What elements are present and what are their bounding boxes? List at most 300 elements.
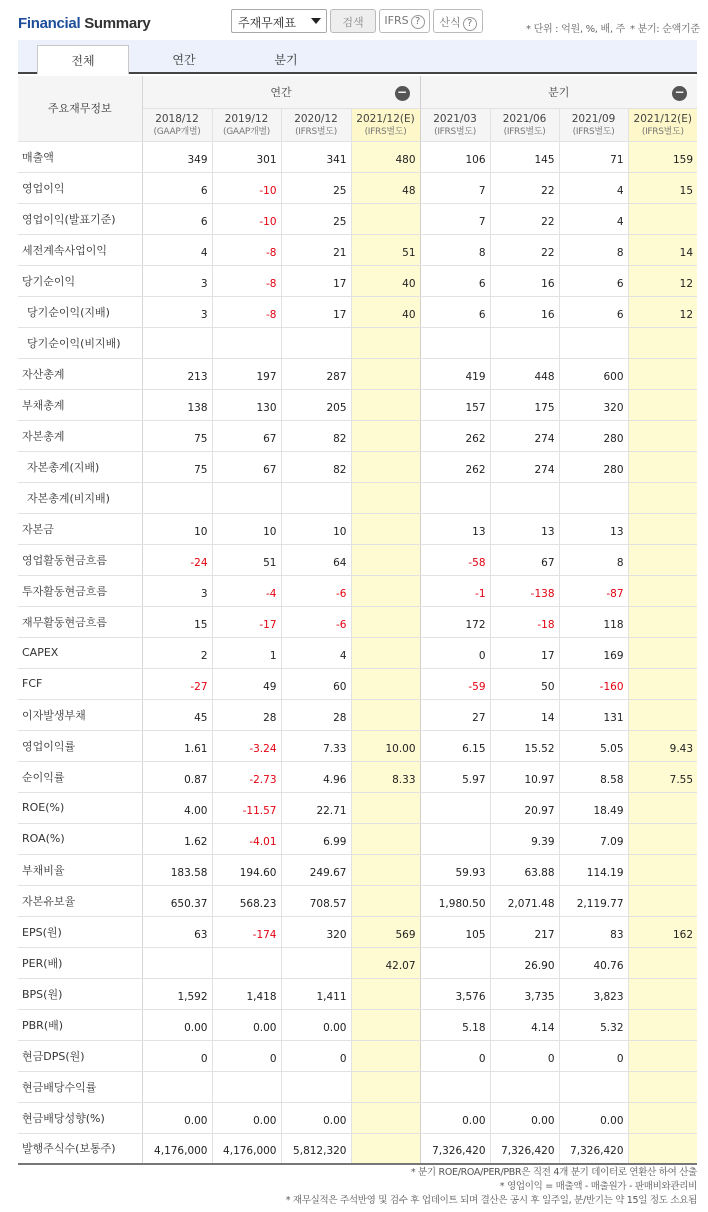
- table-cell: 6.15: [420, 730, 490, 761]
- table-row: [18, 358, 697, 389]
- formula-label: 산식: [439, 16, 461, 29]
- table-cell: 10: [281, 513, 351, 544]
- table-cell: 48: [351, 172, 420, 203]
- table-cell: 280: [559, 420, 628, 451]
- row-label: 부채총계: [18, 389, 142, 420]
- table-cell: 217: [490, 916, 559, 947]
- column-header: [351, 108, 420, 141]
- table-cell: 106: [420, 141, 490, 172]
- table-cell: 4: [281, 637, 351, 668]
- table-cell: [351, 668, 420, 699]
- table-cell: [628, 978, 697, 1009]
- table-cell: [420, 792, 490, 823]
- table-cell: 71: [559, 141, 628, 172]
- table-cell: 67: [212, 451, 281, 482]
- table-cell: 15.52: [490, 730, 559, 761]
- table-cell: [351, 1133, 420, 1164]
- table-cell: [351, 575, 420, 606]
- table-cell: 341: [281, 141, 351, 172]
- collapse-quarter-icon[interactable]: −: [672, 86, 687, 101]
- table-cell: [628, 1071, 697, 1102]
- table-cell: 3: [142, 296, 212, 327]
- table-cell: 0.00: [142, 1009, 212, 1040]
- column-header: [281, 108, 351, 141]
- table-cell: [281, 482, 351, 513]
- footnote: * 분기 ROE/ROA/PER/PBR은 직전 4개 분기 데이터로 연환산 하여 산출: [410, 1167, 697, 1178]
- column-period: 2021/03: [433, 112, 477, 125]
- toolbar: [0, 0, 708, 40]
- quarter-group-header: [420, 76, 697, 108]
- table-cell: 7.55: [628, 761, 697, 792]
- unit-note: * 단위 : 억원, %, 배, 주: [526, 24, 626, 35]
- table-cell: 5.05: [559, 730, 628, 761]
- table-cell: [281, 947, 351, 978]
- table-cell: 16: [490, 265, 559, 296]
- row-label: 당기순이익(비지배): [18, 327, 142, 358]
- table-cell: [351, 854, 420, 885]
- table-cell: 0: [490, 1040, 559, 1071]
- footnote: * 영업이익 = 매출액 - 매출원가 - 판매비와관리비: [499, 1181, 697, 1192]
- row-label: 영업활동현금흐름: [18, 544, 142, 575]
- table-cell: [281, 327, 351, 358]
- row-label: ROA(%): [18, 823, 142, 854]
- table-cell: [628, 358, 697, 389]
- table-cell: [351, 637, 420, 668]
- row-label: 투자활동현금흐름: [18, 575, 142, 606]
- table-cell: [351, 544, 420, 575]
- table-cell: 213: [142, 358, 212, 389]
- table-cell: 114.19: [559, 854, 628, 885]
- period-tabs: [18, 40, 697, 74]
- table-cell: 5,812,320: [281, 1133, 351, 1164]
- row-label: BPS(원): [18, 978, 142, 1009]
- table-cell: 6: [559, 265, 628, 296]
- table-cell: [628, 482, 697, 513]
- row-label: 발행주식수(보통주): [18, 1133, 142, 1164]
- table-row: [18, 172, 697, 203]
- table-cell: 22: [490, 234, 559, 265]
- period-basis-note: * 분기: 순액기준: [630, 24, 700, 35]
- table-cell: -59: [420, 668, 490, 699]
- row-label: 당기순이익(지배): [18, 296, 142, 327]
- table-cell: 13: [420, 513, 490, 544]
- row-label: 자산총계: [18, 358, 142, 389]
- table-cell: [628, 513, 697, 544]
- table-cell: -87: [559, 575, 628, 606]
- table-cell: [628, 606, 697, 637]
- table-cell: 0.00: [420, 1102, 490, 1133]
- table-cell: [351, 451, 420, 482]
- table-cell: 10: [142, 513, 212, 544]
- table-cell: 0.00: [490, 1102, 559, 1133]
- row-label: 이자발생부채: [18, 699, 142, 730]
- table-cell: 17: [281, 296, 351, 327]
- table-cell: 10.97: [490, 761, 559, 792]
- table-cell: -3.24: [212, 730, 281, 761]
- table-cell: 15: [142, 606, 212, 637]
- formula-help-button[interactable]: [433, 9, 483, 33]
- row-label: CAPEX: [18, 637, 142, 668]
- table-cell: 262: [420, 451, 490, 482]
- table-cell: 63: [142, 916, 212, 947]
- table-cell: 82: [281, 420, 351, 451]
- table-cell: [142, 1071, 212, 1102]
- table-cell: 7.33: [281, 730, 351, 761]
- table-cell: [142, 482, 212, 513]
- column-period: 2021/12(E): [633, 112, 692, 125]
- row-label: PBR(배): [18, 1009, 142, 1040]
- table-cell: 8.33: [351, 761, 420, 792]
- table-cell: 63.88: [490, 854, 559, 885]
- table-cell: -8: [212, 265, 281, 296]
- table-cell: -11.57: [212, 792, 281, 823]
- table-cell: 42.07: [351, 947, 420, 978]
- table-cell: 7: [420, 203, 490, 234]
- table-cell: [559, 482, 628, 513]
- ifrs-help-button[interactable]: [379, 9, 430, 33]
- table-cell: -174: [212, 916, 281, 947]
- table-row: [18, 947, 697, 978]
- table-row: [18, 854, 697, 885]
- table-cell: 4.00: [142, 792, 212, 823]
- table-cell: 1,418: [212, 978, 281, 1009]
- table-cell: [628, 1009, 697, 1040]
- table-cell: -27: [142, 668, 212, 699]
- table-cell: 0.00: [212, 1102, 281, 1133]
- chevron-down-icon: [311, 18, 321, 24]
- column-basis: (IFRS별도): [641, 126, 684, 137]
- help-icon: ?: [463, 17, 477, 31]
- table-row: [18, 1040, 697, 1071]
- table-cell: 349: [142, 141, 212, 172]
- table-cell: 25: [281, 203, 351, 234]
- table-cell: [628, 451, 697, 482]
- table-row: [18, 1102, 697, 1133]
- table-cell: 5.18: [420, 1009, 490, 1040]
- table-cell: 0: [559, 1040, 628, 1071]
- column-basis: (IFRS별도): [364, 126, 407, 137]
- table-cell: 8: [420, 234, 490, 265]
- table-cell: 75: [142, 451, 212, 482]
- table-cell: 59.93: [420, 854, 490, 885]
- table-cell: -18: [490, 606, 559, 637]
- table-row: [18, 1071, 697, 1102]
- table-cell: [351, 513, 420, 544]
- column-period: 2020/12: [294, 112, 338, 125]
- financial-summary-table: [18, 76, 697, 1165]
- table-cell: 194.60: [212, 854, 281, 885]
- table-cell: 105: [420, 916, 490, 947]
- table-cell: -17: [212, 606, 281, 637]
- table-cell: 64: [281, 544, 351, 575]
- row-label: 영업이익률: [18, 730, 142, 761]
- tab-annual[interactable]: 연간: [172, 53, 196, 67]
- table-cell: -8: [212, 234, 281, 265]
- row-label: 현금배당수익률: [18, 1071, 142, 1102]
- table-cell: -138: [490, 575, 559, 606]
- table-cell: 145: [490, 141, 559, 172]
- table-cell: 205: [281, 389, 351, 420]
- table-cell: [142, 327, 212, 358]
- row-label: PER(배): [18, 947, 142, 978]
- table-cell: 82: [281, 451, 351, 482]
- table-row: [18, 203, 697, 234]
- table-cell: [420, 823, 490, 854]
- table-cell: 169: [559, 637, 628, 668]
- table-cell: 0: [281, 1040, 351, 1071]
- column-header: [142, 108, 212, 141]
- table-cell: 249.67: [281, 854, 351, 885]
- table-row: [18, 916, 697, 947]
- table-cell: 0: [212, 1040, 281, 1071]
- table-cell: [212, 1071, 281, 1102]
- table-cell: 40: [351, 265, 420, 296]
- table-cell: 172: [420, 606, 490, 637]
- table-cell: 9.43: [628, 730, 697, 761]
- table-cell: 2,119.77: [559, 885, 628, 916]
- table-row: [18, 265, 697, 296]
- table-cell: -6: [281, 606, 351, 637]
- table-cell: 280: [559, 451, 628, 482]
- table-cell: [559, 1071, 628, 1102]
- table-cell: 22: [490, 172, 559, 203]
- table-cell: 4: [559, 203, 628, 234]
- column-basis: (IFRS별도): [572, 126, 615, 137]
- table-row: [18, 730, 697, 761]
- table-cell: 4,176,000: [142, 1133, 212, 1164]
- table-cell: 6: [420, 296, 490, 327]
- tab-all[interactable]: 전체: [37, 45, 129, 74]
- table-cell: 130: [212, 389, 281, 420]
- table-cell: 162: [628, 916, 697, 947]
- table-cell: 0: [420, 1040, 490, 1071]
- table-cell: 1,411: [281, 978, 351, 1009]
- table-row: [18, 327, 697, 358]
- table-cell: [351, 978, 420, 1009]
- table-cell: 0.00: [212, 1009, 281, 1040]
- row-label: 자본총계: [18, 420, 142, 451]
- footnotes: [286, 1166, 697, 1208]
- table-cell: 4: [559, 172, 628, 203]
- column-header: [559, 108, 628, 141]
- table-cell: 0.87: [142, 761, 212, 792]
- table-cell: 6.99: [281, 823, 351, 854]
- table-cell: [628, 699, 697, 730]
- table-cell: 3: [142, 575, 212, 606]
- table-cell: 13: [559, 513, 628, 544]
- collapse-annual-icon[interactable]: −: [395, 86, 410, 101]
- column-basis: (IFRS별도): [434, 126, 476, 137]
- table-cell: [490, 1071, 559, 1102]
- table-cell: 419: [420, 358, 490, 389]
- table-cell: 4.96: [281, 761, 351, 792]
- table-cell: [351, 358, 420, 389]
- table-cell: -4.01: [212, 823, 281, 854]
- table-cell: 18.49: [559, 792, 628, 823]
- column-basis: (GAAP개별): [153, 126, 201, 137]
- row-label: 자본총계(비지배): [18, 482, 142, 513]
- annual-group-label: 연간: [270, 85, 292, 99]
- table-row: [18, 1133, 697, 1164]
- table-cell: 4.14: [490, 1009, 559, 1040]
- table-cell: 67: [490, 544, 559, 575]
- table-cell: 8: [559, 544, 628, 575]
- table-cell: 45: [142, 699, 212, 730]
- table-cell: 10.00: [351, 730, 420, 761]
- table-cell: [212, 947, 281, 978]
- table-cell: [628, 1133, 697, 1164]
- table-cell: 159: [628, 141, 697, 172]
- row-label: FCF: [18, 668, 142, 699]
- tab-quarterly[interactable]: 분기: [274, 53, 298, 67]
- table-cell: 175: [490, 389, 559, 420]
- table-cell: [628, 947, 697, 978]
- table-cell: 14: [490, 699, 559, 730]
- table-cell: 3,823: [559, 978, 628, 1009]
- table-cell: 7,326,420: [490, 1133, 559, 1164]
- title-summary: Summary: [84, 15, 151, 32]
- row-label: ROE(%): [18, 792, 142, 823]
- column-period: 2018/12: [155, 112, 199, 125]
- column-header: [212, 108, 281, 141]
- table-cell: [628, 854, 697, 885]
- table-cell: 118: [559, 606, 628, 637]
- row-label: 세전계속사업이익: [18, 234, 142, 265]
- table-cell: 320: [559, 389, 628, 420]
- statement-type-value: 주재무제표: [238, 16, 296, 30]
- table-row: [18, 668, 697, 699]
- table-cell: 6: [420, 265, 490, 296]
- table-row: [18, 544, 697, 575]
- table-cell: [628, 792, 697, 823]
- quarter-group-label: 분기: [548, 85, 570, 99]
- statement-type-select[interactable]: [231, 9, 327, 33]
- table-cell: [142, 947, 212, 978]
- column-header: [628, 108, 697, 141]
- table-cell: [490, 327, 559, 358]
- annual-group-header: [142, 76, 420, 108]
- title-financial: Financial: [18, 15, 81, 32]
- row-label: 부채비율: [18, 854, 142, 885]
- table-cell: 40.76: [559, 947, 628, 978]
- row-label: 현금배당성향(%): [18, 1102, 142, 1133]
- table-cell: -24: [142, 544, 212, 575]
- table-cell: [628, 544, 697, 575]
- row-label: 매출액: [18, 141, 142, 172]
- row-label: 자본유보율: [18, 885, 142, 916]
- table-cell: 320: [281, 916, 351, 947]
- table-cell: 0: [142, 1040, 212, 1071]
- table-row: [18, 885, 697, 916]
- table-cell: [628, 203, 697, 234]
- table-row: [18, 761, 697, 792]
- table-cell: 287: [281, 358, 351, 389]
- table-cell: -4: [212, 575, 281, 606]
- table-cell: 301: [212, 141, 281, 172]
- help-icon: ?: [411, 15, 425, 29]
- table-cell: 0.00: [281, 1009, 351, 1040]
- table-row: [18, 513, 697, 544]
- table-cell: 67: [212, 420, 281, 451]
- table-cell: [420, 1071, 490, 1102]
- table-cell: 20.97: [490, 792, 559, 823]
- table-cell: 6: [142, 172, 212, 203]
- table-cell: [351, 1102, 420, 1133]
- table-cell: [351, 327, 420, 358]
- table-cell: 1,592: [142, 978, 212, 1009]
- row-label: 현금DPS(원): [18, 1040, 142, 1071]
- table-cell: 16: [490, 296, 559, 327]
- table-row: [18, 978, 697, 1009]
- table-row: [18, 1009, 697, 1040]
- table-row: [18, 389, 697, 420]
- table-cell: 50: [490, 668, 559, 699]
- table-cell: 6: [559, 296, 628, 327]
- table-cell: 262: [420, 420, 490, 451]
- table-cell: 448: [490, 358, 559, 389]
- table-row: [18, 482, 697, 513]
- table-cell: [628, 885, 697, 916]
- table-cell: 25: [281, 172, 351, 203]
- row-label: 당기순이익: [18, 265, 142, 296]
- table-cell: 51: [351, 234, 420, 265]
- table-cell: [351, 1071, 420, 1102]
- table-cell: 9.39: [490, 823, 559, 854]
- table-cell: 49: [212, 668, 281, 699]
- table-cell: [420, 327, 490, 358]
- table-row: [18, 792, 697, 823]
- table-cell: 4,176,000: [212, 1133, 281, 1164]
- table-cell: -2.73: [212, 761, 281, 792]
- row-label: 자본금: [18, 513, 142, 544]
- table-row: [18, 141, 697, 172]
- table-cell: [628, 668, 697, 699]
- table-cell: 0: [420, 637, 490, 668]
- table-cell: [628, 575, 697, 606]
- table-cell: 2: [142, 637, 212, 668]
- column-basis: (IFRS별도): [295, 126, 337, 137]
- table-cell: [490, 482, 559, 513]
- row-label: 영업이익: [18, 172, 142, 203]
- table-cell: 14: [628, 234, 697, 265]
- table-cell: [351, 699, 420, 730]
- table-cell: 1: [212, 637, 281, 668]
- table-cell: 28: [212, 699, 281, 730]
- table-cell: 1,980.50: [420, 885, 490, 916]
- table-cell: 138: [142, 389, 212, 420]
- column-period: 2021/12(E): [356, 112, 415, 125]
- table-cell: 3: [142, 265, 212, 296]
- table-cell: [351, 420, 420, 451]
- table-cell: 600: [559, 358, 628, 389]
- table-row: [18, 823, 697, 854]
- table-cell: -1: [420, 575, 490, 606]
- table-cell: 6: [142, 203, 212, 234]
- table-cell: 7.09: [559, 823, 628, 854]
- column-basis: (IFRS별도): [503, 126, 546, 137]
- search-button[interactable]: 검색: [330, 9, 376, 33]
- table-cell: [351, 1040, 420, 1071]
- table-cell: [351, 482, 420, 513]
- table-cell: [351, 823, 420, 854]
- table-row: [18, 699, 697, 730]
- table-cell: 13: [490, 513, 559, 544]
- table-cell: [351, 203, 420, 234]
- table-cell: 7,326,420: [559, 1133, 628, 1164]
- table-cell: [628, 1040, 697, 1071]
- table-cell: 183.58: [142, 854, 212, 885]
- table-cell: 1.62: [142, 823, 212, 854]
